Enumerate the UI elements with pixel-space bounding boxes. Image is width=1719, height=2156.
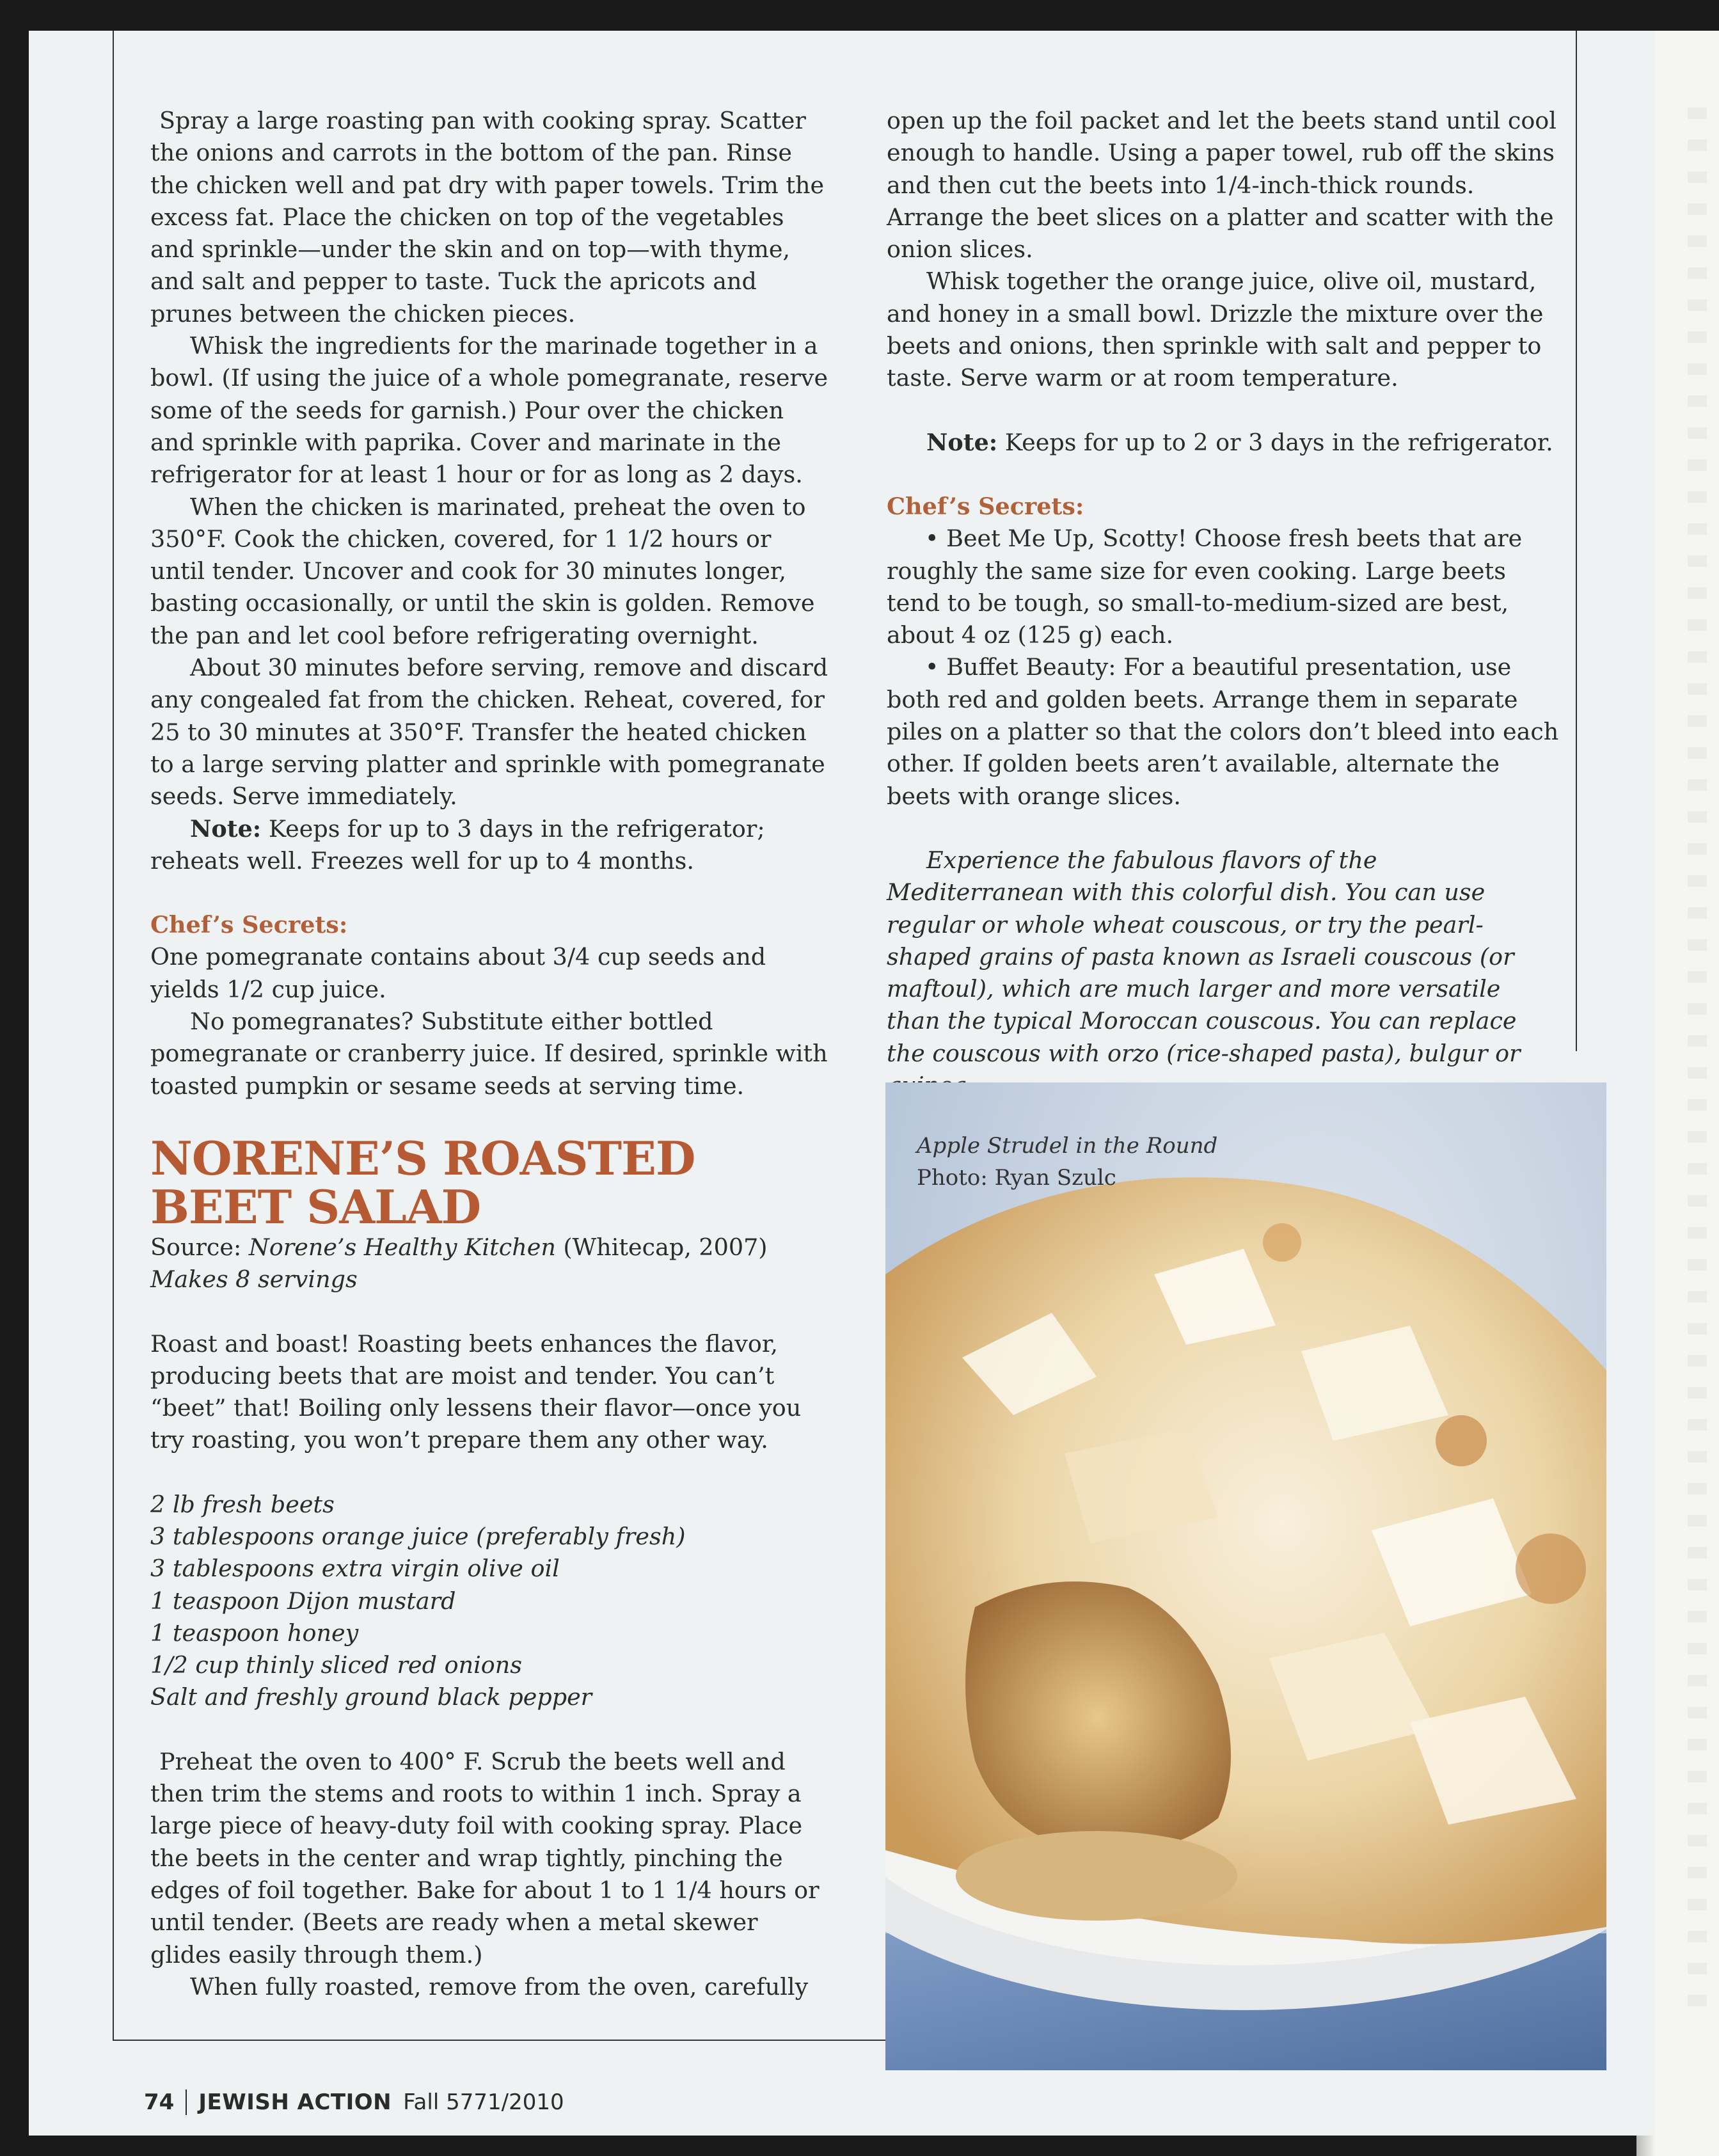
recipe-title-line-1: NORENE’S ROASTED: [150, 1130, 695, 1185]
method-paragraph: When the chicken is marinated, preheat the oven to 350°F. Cook the chicken, covered, for 1 1/2 hours or until tender. Uncover and cook for 30 minutes longer, basting occasionally, or until the skin is golden. Remove the pan and let cool before refrigerating overnight.: [150, 493, 815, 649]
method-paragraph: About 30 minutes before serving, remove and discard any congealed fat from the chicken. Reheat, covered, for 25 to 30 minutes at 350°F. Transfer the heated chicken to a large serving platter and sprinkle with pomegranate seeds. Serve immediately.: [150, 654, 828, 811]
source-publisher: (Whitecap, 2007): [555, 1233, 768, 1261]
recipe-intro: Roast and boast! Roasting beets enhances the flavor, producing beets that are moist and tender. You can’t “beet” that! Boiling only lessens their flavor—once you try roasting, you won’t prepare them any other way.: [150, 1329, 802, 1454]
secret-paragraph: • Beet Me Up, Scotty! Choose fresh beets that are roughly the same size for even cooking. Large beets tend to be tough, so small-to-medium-sized are best, about 4 oz (125 g) each.: [887, 525, 1523, 649]
recipe-source: [150, 1232, 828, 1264]
magazine-page: [29, 31, 1654, 2136]
chefs-secrets-heading: Chef’s Secrets:: [887, 492, 1084, 520]
ingredient-item: 2 lb fresh beets: [150, 1490, 335, 1518]
note-label: Note:: [190, 814, 262, 843]
note-text: Keeps for up to 3 days in the refrigerator; reheats well. Freezes well for up to 4 months.: [150, 814, 765, 875]
footer-divider: [186, 2089, 187, 2115]
secret-paragraph: No pomegranates? Substitute either bottled pomegranate or cranberry juice. If desired, sprinkle with toasted pumpkin or sesame seeds at serving time.: [150, 1008, 828, 1100]
magazine-name: JEWISH ACTION: [198, 2089, 392, 2115]
source-label: Source:: [150, 1233, 249, 1261]
source-book: Norene’s Healthy Kitchen: [248, 1233, 556, 1261]
ingredient-item: 1 teaspoon Dijon mustard: [150, 1587, 456, 1615]
couscous-intro: Experience the fabulous flavors of the Mediterranean with this colorful dish. You can use regular or whole wheat couscous, or try the pearl-shaped grains of pasta known as Israeli couscous (or maftoul), which are much larger and more versatile than the typical Moroccan couscous. You can replace the couscous with orzo (rice-shaped pasta), bulgur or: [887, 846, 1521, 1067]
photo-caption: [917, 1130, 1217, 1194]
note-paragraph: [150, 813, 828, 878]
note-paragraph: [887, 427, 1560, 459]
frame-rule-left: [113, 31, 114, 2041]
secret-paragraph: One pomegranate contains about 3/4 cup seeds and yields 1/2 cup juice.: [150, 943, 766, 1003]
method-paragraph: Spray a large roasting pan with cooking spray. Scatter the onions and carrots in the bottom of the pan. Rinse the chicken well and pat dry with paper towels. Trim the excess fat. Place the chicken on top of the vegetables and sprinkle—under the skin and on top—with thyme, and salt and pepper to taste. Tuck the apricots and prunes between the chicken pieces.: [150, 107, 825, 328]
chefs-secrets-heading: Chef’s Secrets:: [150, 911, 348, 939]
method-paragraph: open up the foil packet and let the beets stand until cool enough to handle. Using a paper towel, rub off the skins and then cut the beets into 1/4-inch-thick rounds. Arrange the beet slices on a platter and scatter with the onion slices.: [887, 107, 1557, 264]
ingredient-item: 3 tablespoons orange juice (preferably fresh): [150, 1522, 686, 1550]
note-label: Note:: [926, 428, 998, 456]
recipe-title-line-2: BEET SALAD: [150, 1179, 481, 1234]
ingredient-item: Salt and freshly ground black pepper: [150, 1683, 592, 1711]
frame-rule-right: [1576, 31, 1577, 1051]
secret-paragraph: • Buffet Beauty: For a beautiful presentation, use both red and golden beets. Arrange them in separate piles on a platter so that the colors don’t bleed into each other. If golden beets aren’t available, alternate the beets with orange slices.: [887, 653, 1559, 810]
ingredient-item: 1 teaspoon honey: [150, 1619, 359, 1647]
strudel-illustration: [885, 1082, 1606, 2070]
right-column: [887, 105, 1560, 1102]
method-paragraph: Whisk the ingredients for the marinade together in a bowl. (If using the juice of a whole pomegranate, reserve some of the seeds for garnish.) Pour over the chicken and sprinkle with paprika. Cover and marinate in the refrigerator for at least 1 hour or for as long as 2 days.: [150, 332, 828, 489]
recipe-servings: Makes 8 servings: [150, 1265, 358, 1294]
page-footer: [144, 2089, 564, 2115]
ingredient-item: 3 tablespoons extra virgin olive oil: [150, 1555, 560, 1583]
ingredient-item: 1/2 cup thinly sliced red onions: [150, 1651, 522, 1679]
note-text: Keeps for up to 2 or 3 days in the refrigerator.: [997, 428, 1553, 456]
method-paragraph: When fully roasted, remove from the oven, carefully: [190, 1972, 809, 2001]
page-number: 74: [144, 2089, 175, 2115]
caption-title: Apple Strudel in the Round: [917, 1133, 1218, 1159]
method-paragraph: Whisk together the orange juice, olive oil, mustard, and honey in a small bowl. Drizzle the mixture over the beets and onions, then sprinkle with salt and pepper to taste. Serve warm or at room temperature.: [887, 267, 1544, 392]
caption-credit: Photo: Ryan Szulc: [917, 1165, 1116, 1191]
adjacent-page-texture: [1688, 107, 1707, 2027]
issue-date: Fall 5771/2010: [403, 2089, 564, 2115]
left-column: [150, 105, 828, 2003]
method-paragraph: Preheat the oven to 400° F. Scrub the beets well and then trim the stems and roots to within 1 inch. Spray a large piece of heavy-duty foil with cooking spray. Place the beets in the center and wrap tightly, pinching the edges of foil together. Bake for about 1 to 1 1/4 hours or until tender. (Beets are ready when a metal skewer glides easily through them.): [150, 1747, 820, 1969]
apple-strudel-photo: [885, 1082, 1606, 2070]
